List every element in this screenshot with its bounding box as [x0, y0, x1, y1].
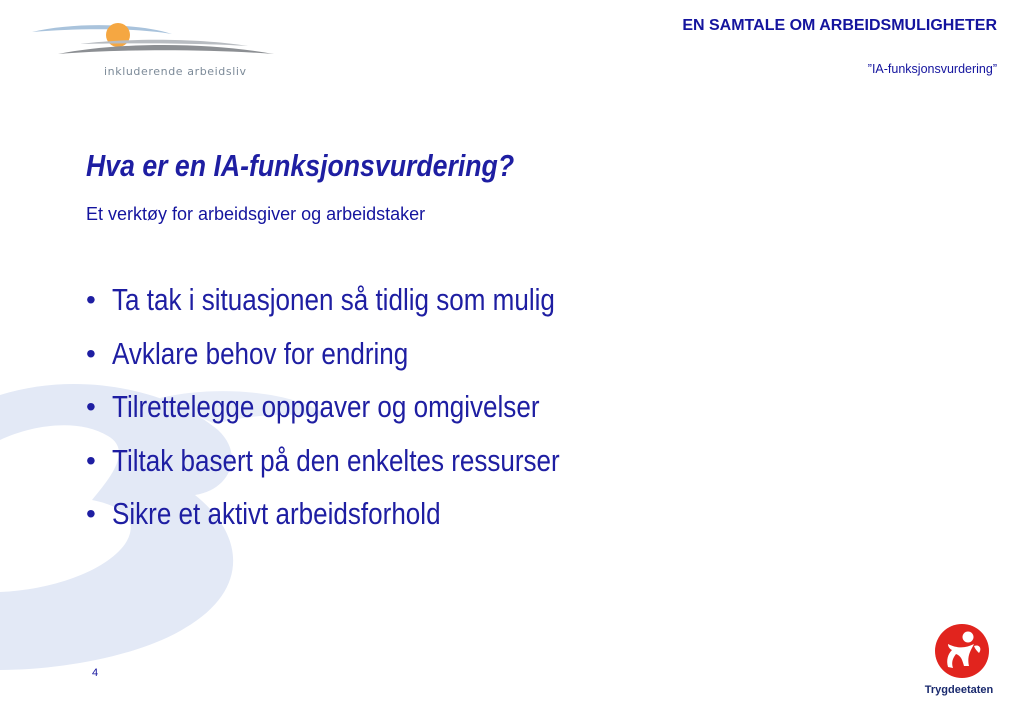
- bullet-dot-icon: •: [86, 391, 96, 422]
- bullet-item: [86, 496, 645, 550]
- page-title: Hva er en IA-funksjonsvurdering?: [86, 148, 515, 183]
- trygdeetaten-figure-icon: [934, 622, 990, 680]
- trygdeetaten-logo: [918, 620, 998, 705]
- bullet-item: [86, 336, 645, 390]
- bullet-item: [86, 443, 645, 497]
- bullet-text: Tilrettelegge oppgaver og omgivelser: [112, 389, 540, 424]
- page-number: 4: [92, 667, 99, 679]
- inkluderende-arbeidsliv-logo: [28, 16, 278, 86]
- bullet-dot-icon: •: [86, 444, 96, 476]
- trygdeetaten-logo-text: Trygdeetaten: [924, 684, 994, 696]
- bullet-dot-icon: •: [86, 337, 96, 369]
- ia-sun-horizon-icon: [28, 16, 278, 66]
- bullet-item: [86, 282, 645, 336]
- bullet-item: [86, 389, 645, 443]
- header-title: EN SAMTALE OM ARBEIDSMULIGHETER: [682, 17, 997, 34]
- bullet-text: Avklare behov for endring: [112, 335, 409, 371]
- bullet-text: Tiltak basert på den enkeltes ressurser: [112, 442, 560, 478]
- bullet-text: Ta tak i situasjonen så tidlig som mulig: [112, 282, 555, 317]
- page-subtitle: Et verktøy for arbeidsgiver og arbeidstaker: [86, 204, 426, 224]
- bullet-dot-icon: •: [86, 284, 96, 315]
- bullet-dot-icon: •: [86, 498, 96, 529]
- ia-logo-text: inkluderende arbeidsliv: [104, 65, 247, 78]
- header-subtitle: ”IA-funksjonsvurdering”: [867, 62, 997, 76]
- bullet-list: [86, 282, 645, 550]
- bullet-text: Sikre et aktivt arbeidsforhold: [112, 496, 441, 531]
